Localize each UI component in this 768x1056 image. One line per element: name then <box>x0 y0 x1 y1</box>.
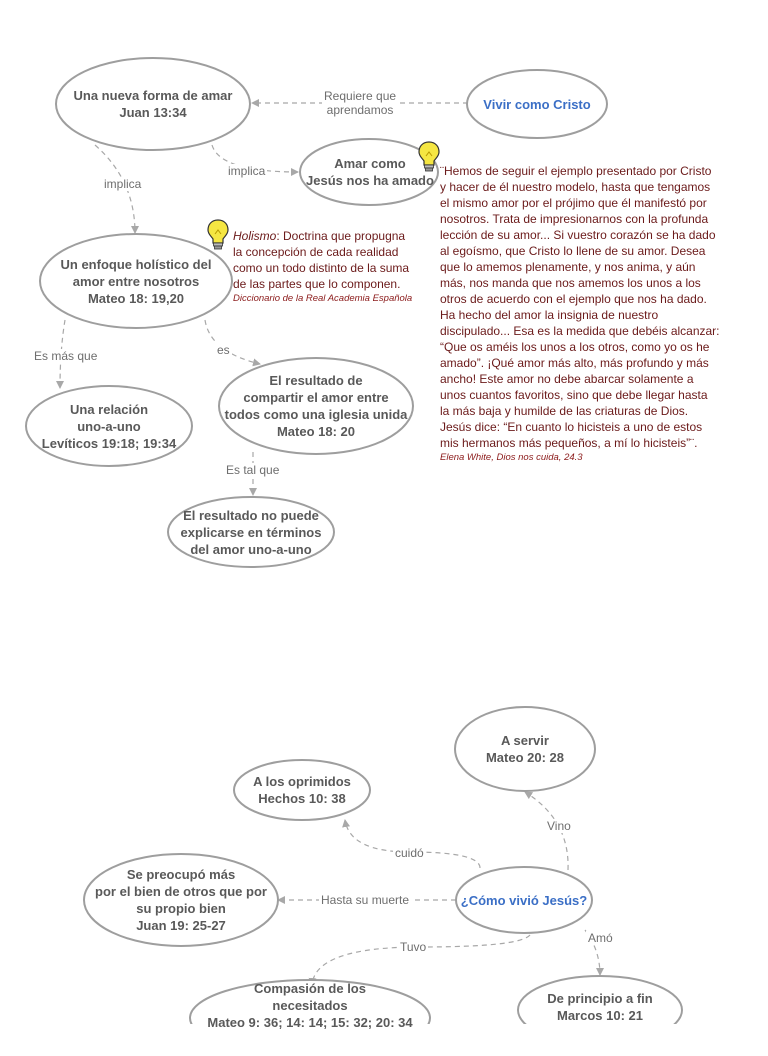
edge-label-tuvo: Tuvo <box>400 940 427 954</box>
node-enfoque[interactable] <box>40 234 232 328</box>
node-como-vivio[interactable] <box>456 867 592 933</box>
edge-label-implica-amar: implica <box>228 164 266 178</box>
node-label: Una relación uno-a-uno Levíticos 19:18; 19:34 <box>41 401 177 451</box>
node-label: Amar como Jesús nos ha amado <box>306 156 434 188</box>
node-preocupo[interactable] <box>84 854 278 946</box>
node-label: A los oprimidos Hechos 10: 38 <box>253 774 351 806</box>
note-holismo-text: : Doctrina que propugna la concepción de cada realidad como un todo distinto de la suma de las partes que lo componen. <box>233 229 410 291</box>
node-compasion[interactable] <box>190 980 430 1056</box>
note-quote-source: Elena White, Dios nos cuida, 24.3 <box>440 452 583 463</box>
node-label: Se preocupó más por el bien de otros que por su propio bien Juan 19: 25-27 <box>95 867 267 933</box>
edge-label-requiere: Requiere que aprendamos <box>324 89 397 117</box>
note-holismo-source: Diccionario de la Real Academia Española <box>233 293 413 304</box>
node-resultado-compartir[interactable] <box>216 358 416 454</box>
node-label: ¿Cómo vivió Jesús? <box>460 892 588 908</box>
lightbulb-icon <box>205 218 231 252</box>
node-nueva-forma[interactable] <box>56 58 250 150</box>
edge-label-cuido: cuidó <box>395 846 424 860</box>
node-label: El resultado de compartir el amor entre todos como una iglesia unida Mateo 18: 20 <box>224 373 408 439</box>
note-holismo <box>233 228 413 305</box>
note-quote <box>440 163 720 464</box>
node-relacion[interactable] <box>26 386 192 466</box>
edge-label-vino: Vino <box>547 819 571 833</box>
note-holismo-term: Holismo <box>233 229 277 243</box>
node-label: Vivir como Cristo <box>483 96 591 112</box>
edge-label-es: es <box>217 343 230 357</box>
note-quote-text: ¨Hemos de seguir el ejemplo presentado por Cristo y hacer de él nuestro modelo, hasta que tengamos el mismo amor por el prójimo que él manifestó por nosotros. Trata de impresionarnos con la profunda lección de su amor... Si vuestro corazón se ha dado al egoísmo, que Cristo lo llene de su amor. Desea que lo amemos plenamente, y nos anima, y aún más, nos manda que nos amemos los unos a los otros de acuerdo con el ejemplo que nos ha dado. Ha hecho del amor la insignia de nuestro discipulado... Esa es la medida que debéis alcanzar: “Que os améis los unos a los otros, como yo os he amado”. ¡Qué amor más alto, más profundo y más ancho! Este amor no debe abarcar solamente a unos cuantos favoritos, sino que debe llegar hasta la más baja y humilde de las criaturas de Dios. Jesús dice: “En cuanto lo hicisteis a uno de estos mis hermanos más pequeños, a mí lo hicisteis”¨. <box>440 164 720 450</box>
node-label: A servir Mateo 20: 28 <box>485 733 565 765</box>
edge-label-es-mas-que: Es más que <box>34 349 98 363</box>
node-vivir-cristo[interactable] <box>467 70 607 138</box>
node-resultado-no[interactable] <box>168 497 334 567</box>
lightbulb-icon <box>416 140 442 174</box>
edge-cuido <box>345 820 480 868</box>
node-oprimidos[interactable] <box>234 760 370 820</box>
node-label: De principio a fin Marcos 10: 21 <box>547 991 653 1023</box>
edge-label-es-tal-que: Es tal que <box>226 463 280 477</box>
node-label: Compasión de los necesitados Mateo 9: 36; 14: 14; 15: 32; 20: 34 <box>207 981 413 1030</box>
edge-label-hasta-muerte: Hasta su muerte <box>321 893 410 907</box>
node-label: Un enfoque holístico del amor entre nosotros Mateo 18: 19,20 <box>60 256 212 306</box>
node-label: El resultado no puede explicarse en términos del amor uno-a-uno <box>180 507 322 557</box>
edge-label-amo: Amó <box>588 931 613 945</box>
edge-label-implica-enfoque: implica <box>104 177 142 191</box>
node-a-servir[interactable] <box>455 707 595 791</box>
node-principio-fin[interactable] <box>518 976 682 1044</box>
node-label: Una nueva forma de amar Juan 13:34 <box>73 88 233 120</box>
